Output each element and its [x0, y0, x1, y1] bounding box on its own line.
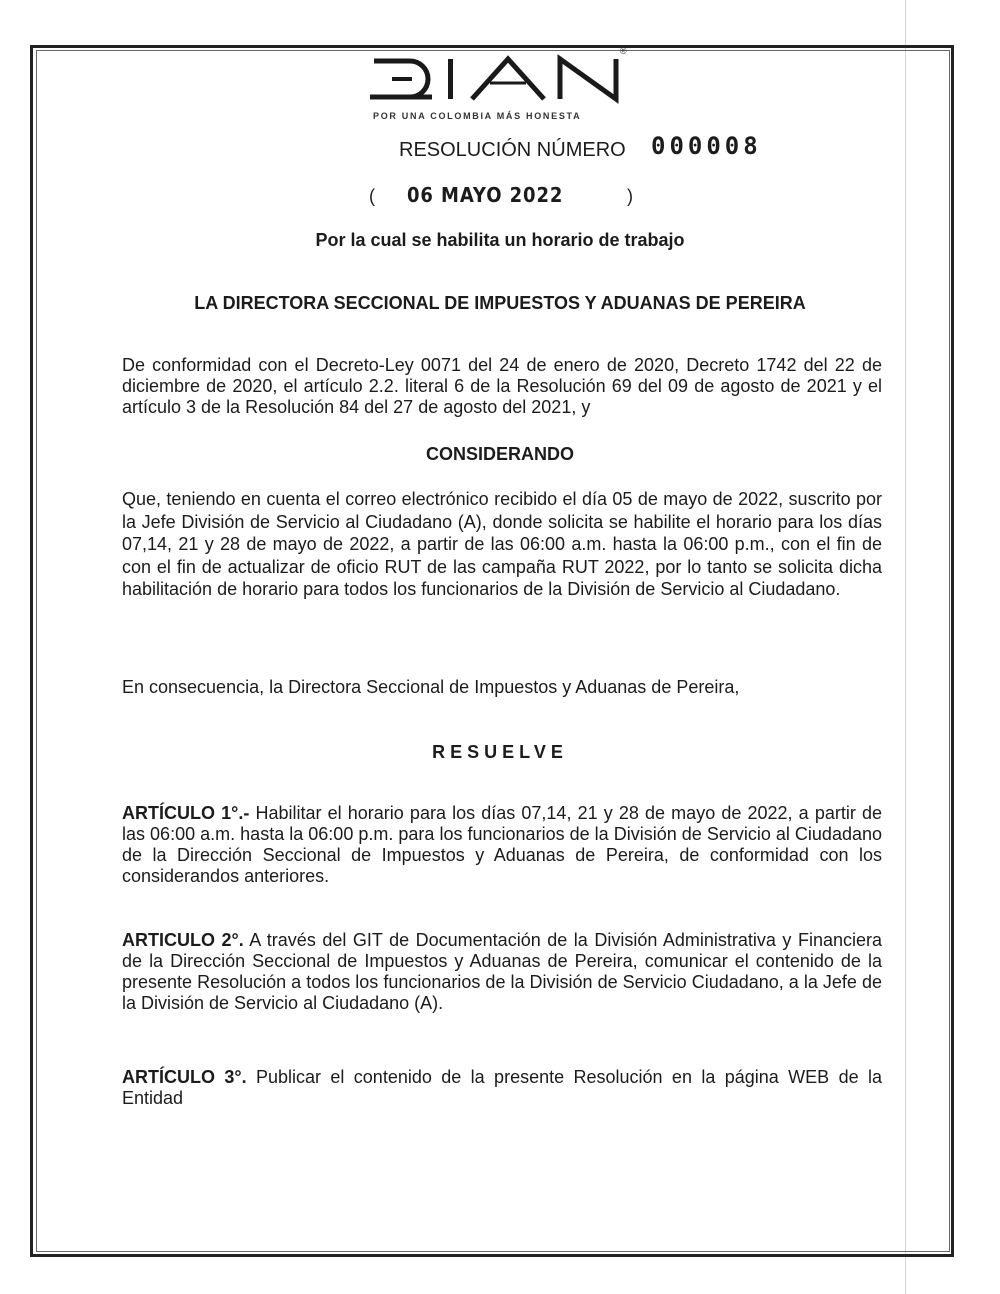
registered-mark: ®: [620, 46, 627, 56]
article-2-title: ARTICULO 2°.: [122, 930, 244, 950]
consequence-paragraph: En consecuencia, la Directora Seccional de Impuestos y Aduanas de Pereira,: [122, 677, 740, 697]
article-3: [122, 1067, 882, 1109]
resuelve-heading: RESUELVE: [432, 742, 568, 762]
article-2: [122, 930, 882, 1014]
logo-tagline: POR UNA COLOMBIA MÁS HONESTA: [373, 111, 582, 121]
article-3-text: Publicar el contenido de la presente Resolución en la página WEB de la Entidad: [122, 1067, 882, 1108]
preamble-paragraph: De conformidad con el Decreto-Ley 0071 del 24 de enero de 2020, Decreto 1742 del 22 de diciembre de 2020, el artículo 2.2. literal 6 de la Resolución 69 del 09 de agosto de 2021 y el artículo 3 de la Resolución 84 del 27 de agosto del 2021, y: [122, 355, 882, 417]
date-stamp: 06 MAYO 2022: [407, 183, 564, 207]
resolution-label: RESOLUCIÓN NÚMERO: [399, 139, 626, 161]
article-3-title: ARTÍCULO 3°.: [122, 1067, 247, 1087]
considerando-paragraph: Que, teniendo en cuenta el correo electrónico recibido el día 05 de mayo de 2022, suscrito por la Jefe División de Servicio al Ciudadano (A), donde solicita se habilite el horario para los días 07,14, 21 y 28 de mayo de 2022, a partir de las 06:00 a.m. hasta la 06:00 p.m., con el fin de con el fin de actualizar de oficio RUT de las campaña RUT 2022, por lo tanto se solicita dicha habilitación de horario para todos los funcionarios de la División de Servicio al Ciudadano.: [122, 489, 882, 599]
date-open-paren: (: [369, 186, 375, 206]
considerando-heading: CONSIDERANDO: [425, 444, 574, 464]
article-1: [122, 803, 882, 887]
article-1-title: ARTÍCULO 1°.-: [122, 803, 250, 823]
article-1-text: Habilitar el horario para los días 07,14, 21 y 28 de mayo de 2022, a partir de las 06:00 a.m. hasta la 06:00 p.m. para los funcionarios de la División de Servicio al Ciudadano de la Dirección Seccional de Impuestos y Aduanas de Pereira, de conformidad con los considerandos anteriores.: [122, 803, 882, 886]
article-2-text: A través del GIT de Documentación de la División Administrativa y Financiera de la Dirección Seccional de Impuestos y Aduanas de Pereira, comunicar el contenido de la presente Resolución a todos los funcionarios de la División de Servicio Ciudadano, a la Jefe de la División de Servicio al Ciudadano (A).: [122, 930, 883, 1013]
resolution-subject: Por la cual se habilita un horario de trabajo: [315, 230, 685, 250]
resolution-number: 000008: [651, 132, 762, 160]
dian-logo: [368, 53, 624, 114]
date-close-paren: ): [627, 186, 633, 206]
issuing-authority: LA DIRECTORA SECCIONAL DE IMPUESTOS Y ADUANAS DE PEREIRA: [194, 293, 806, 313]
